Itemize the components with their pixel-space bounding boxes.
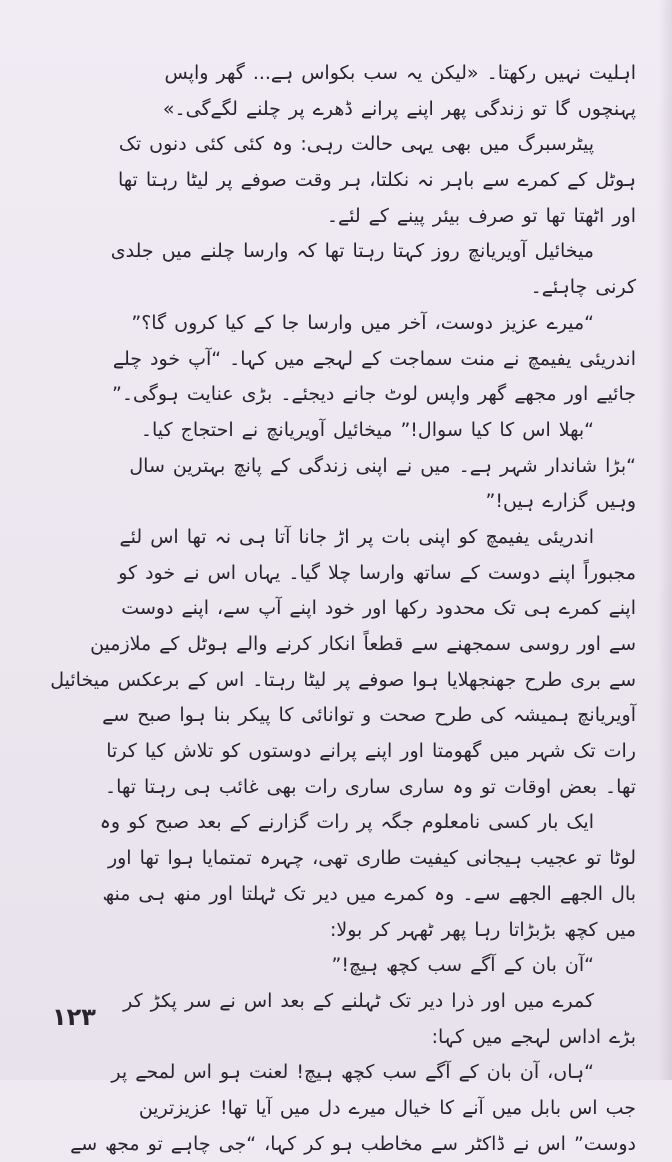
text-line: پہنچوں گا تو زندگی پھر اپنے پرانے ڈھرے پر چلنے لگےگی۔»	[162, 97, 636, 120]
text-line: بڑے اداس لہجے میں کہا:	[431, 1025, 636, 1048]
text-line: “میرے عزیز دوست، آخر میں وارسا جا کے کیا کروں گا؟”	[131, 311, 594, 334]
text-line: وہیں گزارے ہیں!”	[485, 490, 636, 513]
text-line: تھا۔ بعض اوقات تو وہ ساری ساری رات بھی غائب ہی رہتا تھا۔	[105, 775, 636, 798]
page-number: ١٢٣	[52, 1003, 96, 1031]
text-line: مجبوراً اپنے دوست کے ساتھ وارسا چلا گیا۔ یہاں اس نے خود کو	[118, 561, 636, 584]
text-line: جائیے اور مجھے گھر واپس لوٹ جانے دیجئے۔ بڑی عنایت ہوگی۔”	[111, 383, 636, 406]
text-line: کمرے میں اور ذرا دیر تک ٹہلنے کے بعد اس نے سر پکڑ کر	[123, 989, 594, 1012]
text-line: سے بری طرح جھنجھلایا ہوا صوفے پر لیٹا رہتا۔ اس کے برعکس میخائیل	[50, 668, 636, 691]
text-line: آویریانچ ہمیشہ کی طرح صحت و توانائی کا پیکر بنا ہوا صبح سے	[102, 704, 636, 727]
text-line: بال الجھے الجھے سے۔ وہ کمرے میں دیر تک ٹہلتا اور منھ ہی منھ	[102, 882, 636, 905]
text-line: اندریئی یفیمچ نے منت سماجت کے لہجے میں کہا۔ “آپ خود چلے	[112, 347, 636, 370]
text-line: “ہاں، آن بان کے آگے سب کچھ ہیچ! لعنت ہو اس لمحے پر	[111, 1061, 594, 1084]
text-line: لوٹا تو عجیب ہیجانی کیفیت طاری تھی، چہرہ تمتمایا ہوا تھا اور	[107, 847, 636, 870]
text-line: “بڑا شاندار شہر ہے۔ میں نے اپنی زندگی کے پانچ بہترین سال	[129, 454, 636, 477]
text-line: رات تک شہر میں گھومتا اور اپنے پرانے دوستوں کو تلاش کیا کرتا	[106, 740, 636, 763]
text-line: میں کچھ بڑبڑاتا رہا پھر ٹھہر کر بولا:	[329, 918, 636, 941]
text-line: اندریئی یفیمچ کو اپنی بات پر اڑ جانا آتا ہی نہ تھا اس لئے	[119, 525, 594, 548]
text-line: اہلیت نہیں رکھتا۔ «لیکن یہ سب بکواس ہے... گھر واپس	[164, 62, 636, 84]
text-line: کرنی چاہئے۔	[530, 276, 636, 299]
page-edge-shadow	[658, 0, 672, 1080]
text-line: سے اور روسی سمجھنے سے قطعاً انکار کرنے والے ہوٹل کے ملازمین	[90, 633, 636, 655]
text-line: ایک بار کسی نامعلوم جگہ پر رات گزارنے کے بعد صبح کو وہ	[99, 811, 594, 834]
text-line: میخائیل آویریانچ روز کہتا رہتا تھا کہ وارسا چلنے میں جلدی	[110, 240, 594, 263]
text-line: اور اٹھتا تھا تو صرف بیئر پینے کے لئے۔	[326, 204, 636, 227]
text-line: پیٹرسبرگ میں بھی یہی حالت رہی: وہ کئی کئی دنوں تک	[118, 133, 594, 156]
text-line: “آن بان کے آگے سب کچھ ہیچ!”	[331, 954, 594, 977]
text-line: “بھلا اس کا کیا سوال!” میخائیل آویریانچ نے احتجاج کیا۔	[140, 418, 594, 441]
text-line: ہوٹل کے کمرے سے باہر نہ نکلتا، ہر وقت صوفے پر لیٹا رہتا تھا	[117, 169, 636, 192]
text-line: جب اس بابل میں آنے کا خیال میرے دل میں آیا تھا! عزیزترین	[138, 1096, 636, 1119]
text-line: اپنے کمرے ہی تک محدود رکھا اور خود اپنے آپ سے، اپنے دوست	[121, 597, 636, 620]
text-line: دوست” اس نے ڈاکٹر سے مخاطب ہو کر کہا، “جی چاہے تو مجھ سے	[70, 1132, 636, 1155]
body-text	[50, 56, 636, 1162]
